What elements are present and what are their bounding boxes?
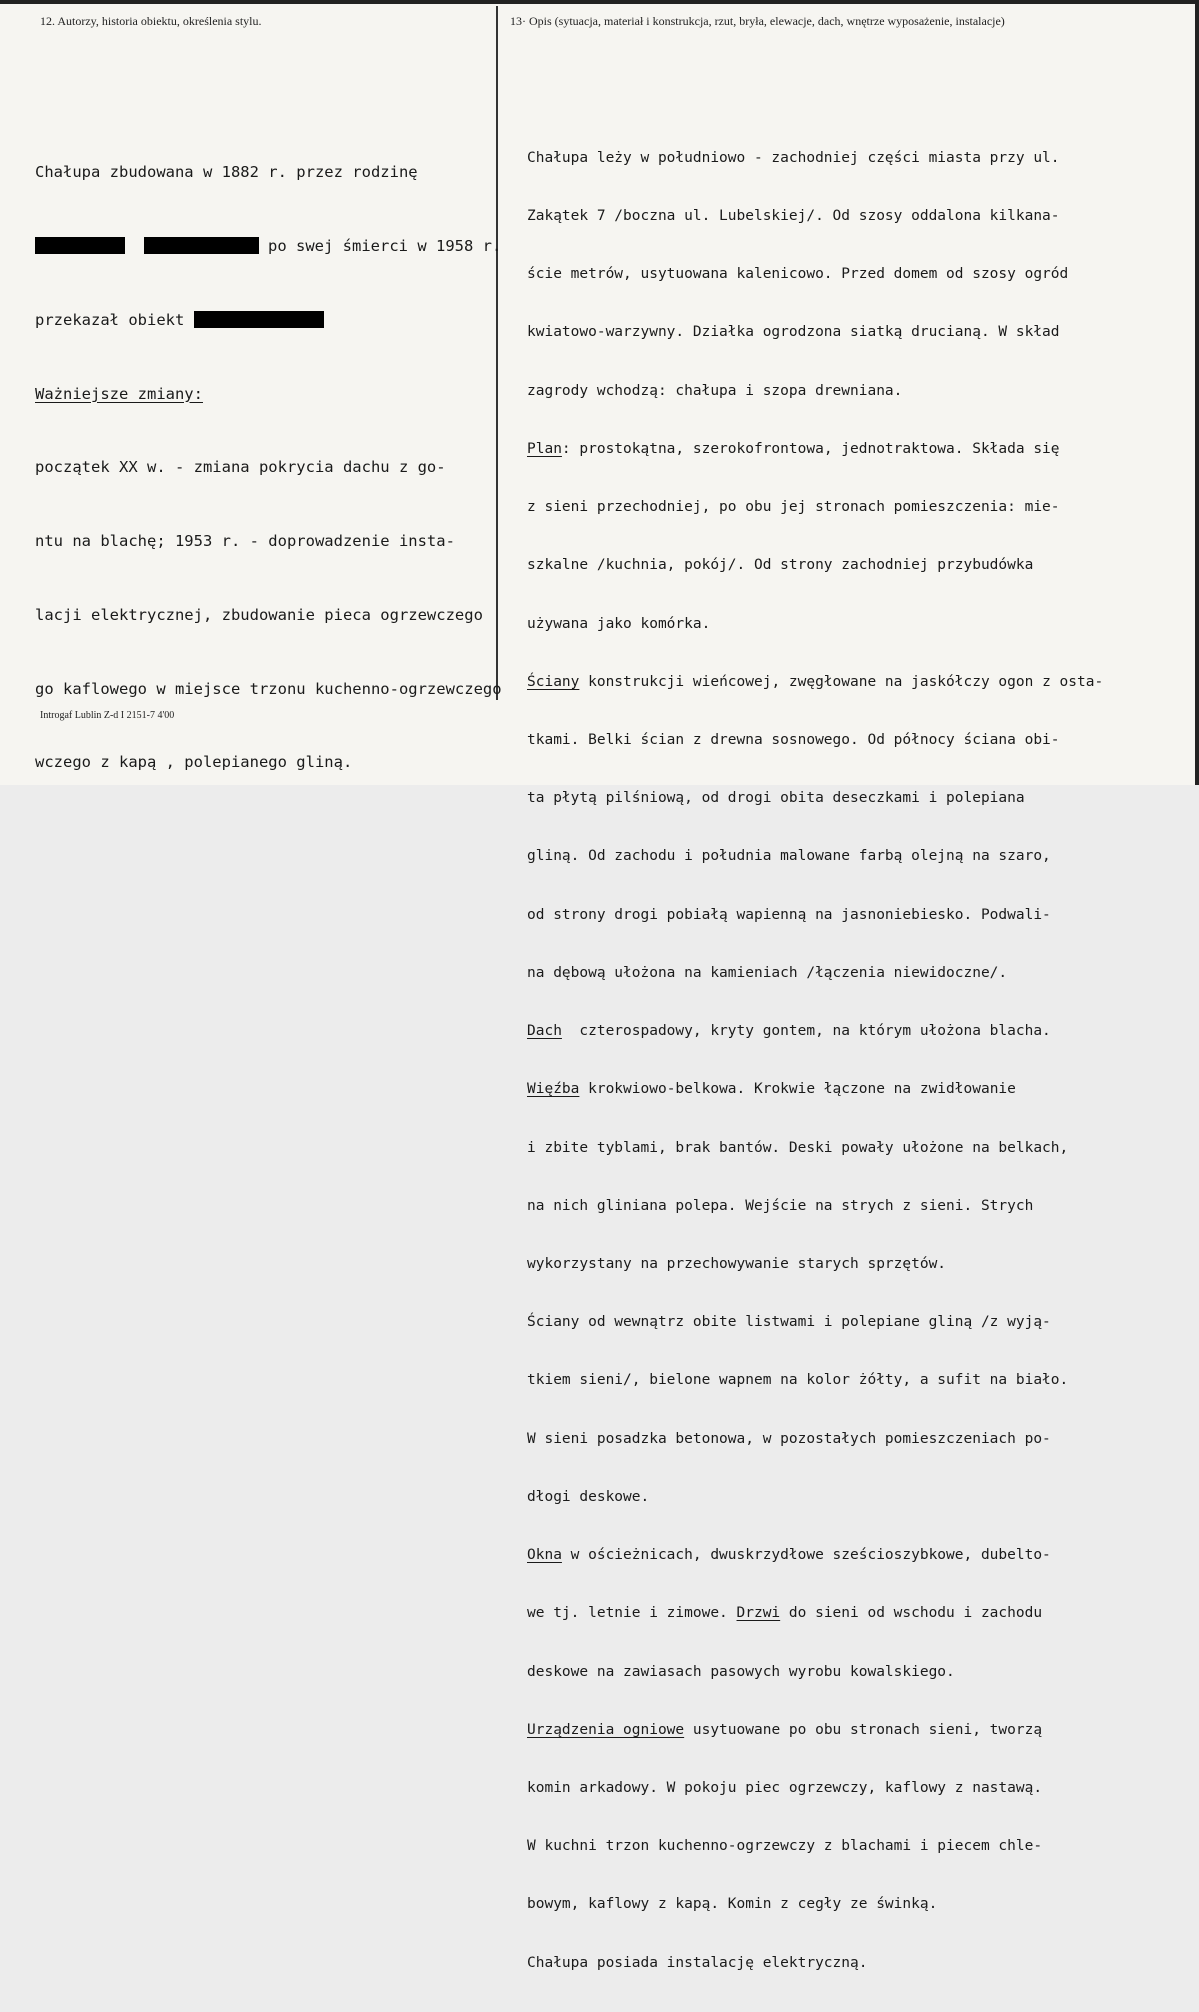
description-line-text: usytuowane po obu stronach sieni, tworzą	[684, 1721, 1043, 1738]
description-line-text: czterospadowy, kryty gontem, na którym ułożona blacha.	[561, 1023, 1051, 1040]
description-line: na nich gliniana polepa. Wejście na strych z sieni. Strych	[527, 1197, 1034, 1214]
description-line: szkalne /kuchnia, pokój/. Od strony zachodniej przybudówka	[527, 557, 1034, 574]
section-13-header: 13· Opis (sytuacja, materiał i konstrukcja, rzut, bryła, elewacje, dach, wnętrze wyposażenie, instalacje)	[510, 14, 1005, 28]
description-line: gliną. Od zachodu i południa malowane farbą olejną na szaro,	[527, 848, 1051, 865]
description-line-text: do sieni od wschodu i zachodu	[780, 1605, 1043, 1622]
description-line: tkami. Belki ścian z drewna sosnowego. Od północy ściana obi-	[527, 732, 1060, 748]
history-line: początek XX w. - zmiana pokrycia dachu z go-	[35, 458, 446, 477]
description-line-text: konstrukcji wieńcowej, zwęgłowane na jaskółczy ogon z osta-	[579, 673, 1104, 690]
description-line	[527, 1604, 1103, 1623]
description-line: używana jako komórka.	[527, 615, 711, 632]
description-line	[527, 440, 1103, 459]
description-line: od strony drogi pobiałą wapienną na jasnoniebiesko. Podwali-	[527, 906, 1051, 923]
description-line	[527, 1546, 1103, 1565]
description-line: ście metrów, usytuowana kalenicowo. Przed domem od szosy ogród	[527, 266, 1069, 283]
description-line	[527, 673, 1103, 692]
description-line: komin arkadowy. W pokoju piec ogrzewczy, kaflowy z nastawą.	[527, 1779, 1043, 1796]
printer-imprint: Introgaf Lublin Z-d I 2151-7 4'00	[40, 710, 175, 721]
roof-heading: Dach	[527, 1023, 562, 1040]
description-line: Zakątek 7 /boczna ul. Lubelskiej/. Od szosy oddalona kilkana-	[527, 208, 1060, 225]
walls-heading: Ściany	[527, 673, 580, 690]
card-top-edge	[0, 0, 1197, 4]
history-line: ntu na blachę; 1953 r. - doprowadzenie insta-	[35, 532, 455, 551]
description-line: bowym, kaflowy z kapą. Komin z cegły ze świnką.	[527, 1896, 938, 1913]
description-line: na dębową ułożona na kamieniach /łączenia niewidoczne/.	[527, 964, 1008, 981]
description-line: tkiem sieni/, bielone wapnem na kolor żółty, a sufit na biało.	[527, 1372, 1069, 1389]
description-line	[527, 1022, 1103, 1041]
description-line: z sieni przechodniej, po obu jej stronach pomieszczenia: mie-	[527, 499, 1060, 516]
history-line	[35, 234, 502, 259]
description-line-text: we tj. letnie i zimowe.	[527, 1605, 737, 1622]
description-line	[527, 1721, 1103, 1740]
description-line: deskowe na zawiasach pasowych wyrobu kowalskiego.	[527, 1663, 955, 1680]
windows-heading: Okna	[527, 1547, 562, 1564]
description-line-text: krokwiowo-belkowa. Krokwie łączone na zwidłowanie	[579, 1081, 1016, 1098]
description-line: dłogi deskowe.	[527, 1488, 650, 1505]
history-line: go kaflowego w miejsce trzonu kuchenno-ogrzewczego	[35, 679, 502, 698]
description-text	[527, 110, 1103, 2012]
description-line: i zbite tyblami, brak bantów. Deski powały ułożone na belkach,	[527, 1139, 1069, 1156]
card-right-edge	[1195, 0, 1199, 785]
doors-heading: Drzwi	[736, 1605, 781, 1622]
description-line: W kuchni trzon kuchenno-ogrzewczy z blachami i piecem chle-	[527, 1838, 1043, 1855]
description-line: Chałupa posiada instalację elektryczną.	[527, 1954, 868, 1971]
description-line-text: : prostokątna, szerokofrontowa, jednotraktowa. Składa się	[561, 440, 1060, 457]
history-line: lacji elektrycznej, zbudowanie pieca ogrzewczego	[35, 605, 483, 624]
section-12-header: 12. Autorzy, historia obiektu, określenia stylu.	[40, 14, 262, 28]
description-line: kwiatowo-warzywny. Działka ogrodzona siatką drucianą. W skład	[527, 324, 1060, 341]
history-line	[35, 308, 502, 333]
redaction-bar	[194, 311, 324, 328]
description-line	[527, 1080, 1103, 1099]
description-line: W sieni posadzka betonowa, w pozostałych pomieszczeniach po-	[527, 1430, 1051, 1447]
description-line-text: w ościeżnicach, dwuskrzydłowe sześcioszybkowe, dubelto-	[561, 1547, 1051, 1564]
description-line: Ściany od wewnątrz obite listwami i polepiane gliną /z wyją-	[527, 1314, 1051, 1331]
description-line: ta płytą pilśniową, od drogi obita deseczkami i polepiana	[527, 790, 1025, 807]
description-line: wykorzystany na przechowywanie starych sprzętów.	[527, 1255, 947, 1272]
history-line-text: przekazał obiekt	[35, 310, 185, 329]
changes-heading: Ważniejsze zmiany:	[35, 384, 203, 403]
redaction-bar	[35, 237, 125, 254]
redaction-bar	[144, 237, 259, 254]
history-line: Chałupa zbudowana w 1882 r. przez rodzinę	[35, 163, 418, 182]
history-line: wczego z kapą , polepianego gliną.	[35, 753, 353, 772]
description-line: zagrody wchodzą: chałupa i szopa drewniana.	[527, 382, 903, 399]
fire-devices-heading: Urządzenia ogniowe	[527, 1721, 685, 1738]
description-line: Chałupa leży w południowo - zachodniej części miasta przy ul.	[527, 149, 1060, 166]
truss-heading: Więźba	[527, 1081, 580, 1098]
history-line-text: po swej śmierci w 1958 r.	[268, 236, 502, 255]
plan-heading: Plan	[527, 440, 562, 457]
